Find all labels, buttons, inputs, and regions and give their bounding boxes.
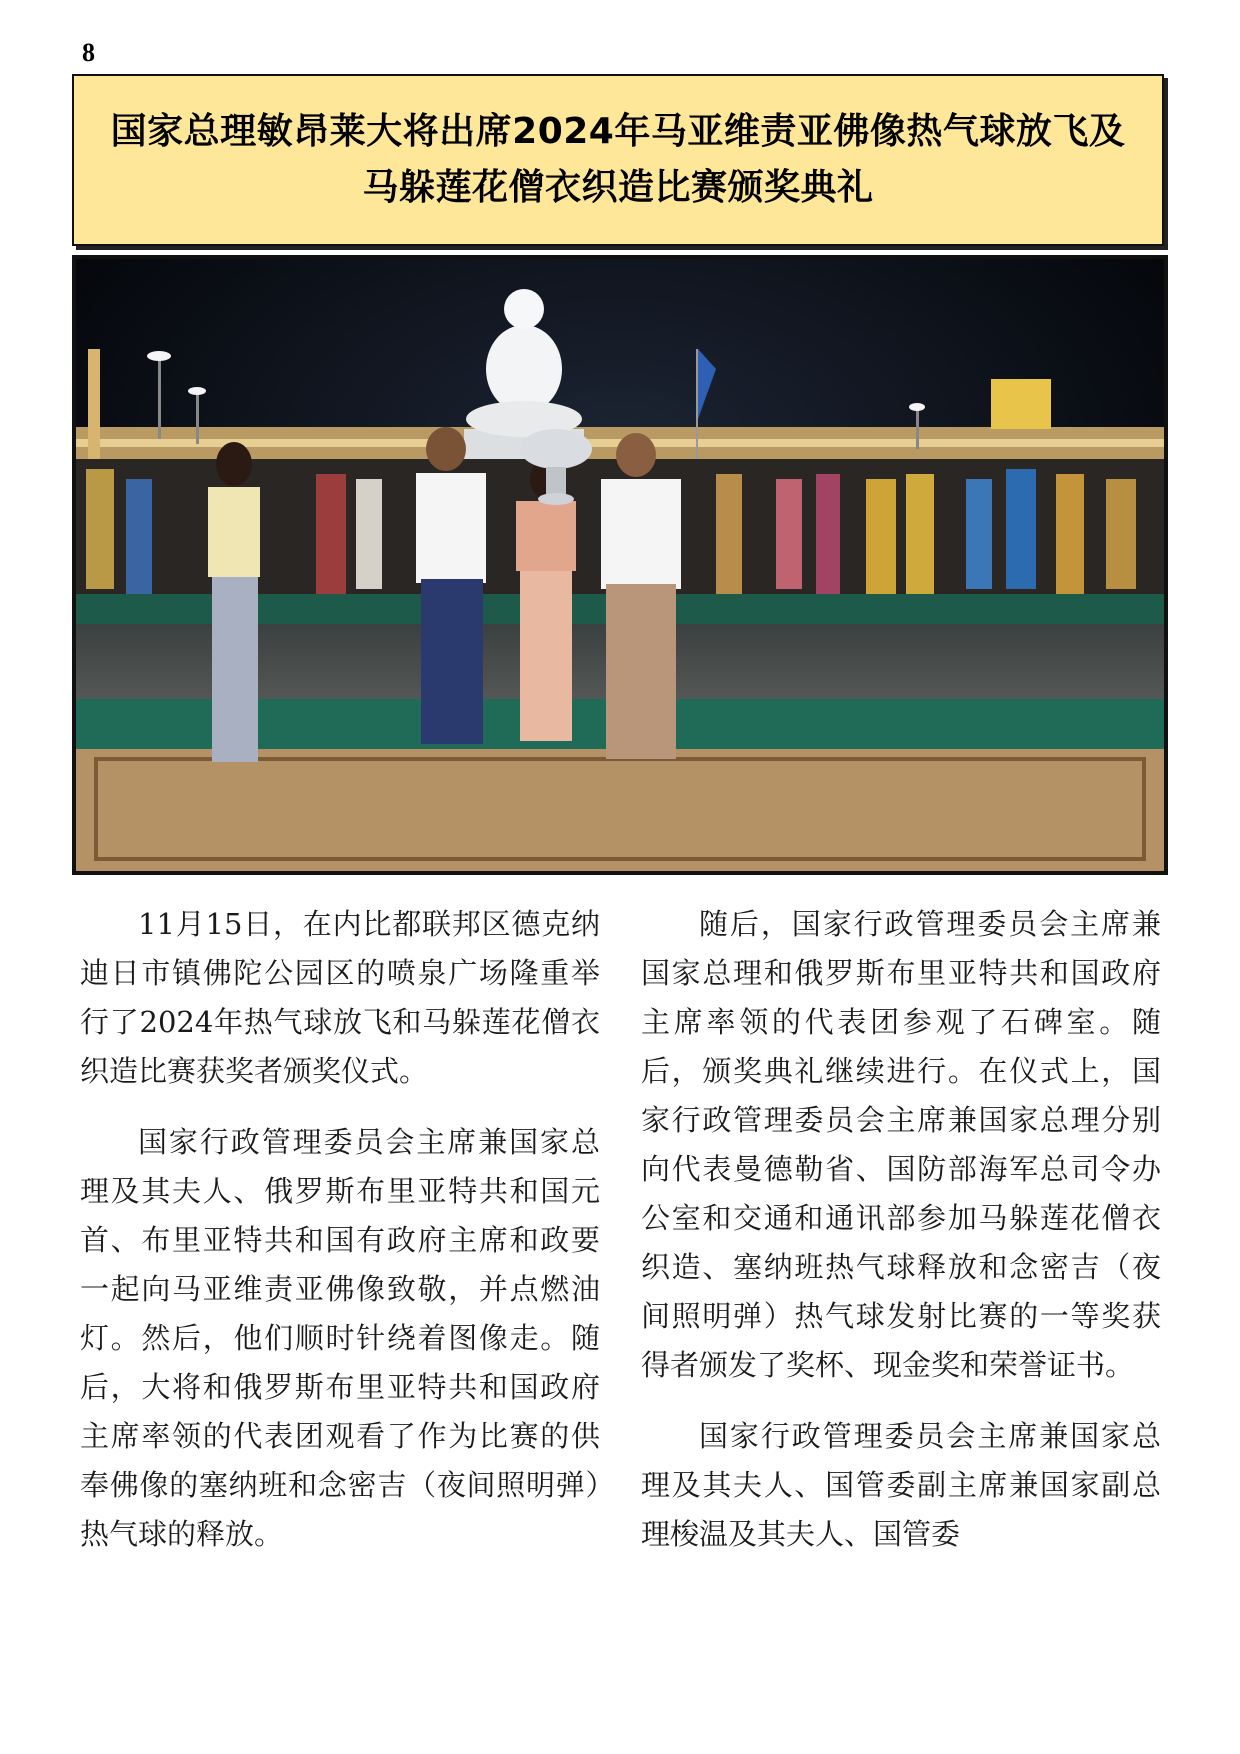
article-paragraph: 11月15日，在内比都联邦区德克纳迪日市镇佛陀公园区的喷泉广场隆重举行了2024年热气球放飞和马躲莲花僧衣织造比赛获奖者颁奖仪式。: [80, 907, 600, 1088]
article-paragraph: 国家行政管理委员会主席兼国家总理及其夫人、俄罗斯布里亚特共和国元首、布里亚特共和国有政府主席和政要一起向马亚维责亚佛像致敬，并点燃油灯。然后，他们顺时针绕着图像走。随后，大将和俄罗斯布里亚特共和国政府主席率领的代表团观看了作为比赛的供奉佛像的塞纳班和念密吉（夜间照明弹）热气球的释放。: [80, 1125, 600, 1551]
article-paragraph: 国家行政管理委员会主席兼国家总理及其夫人、国管委副主席兼国家副总理梭温及其夫人、国管委: [641, 1419, 1161, 1551]
ceremony-photo-illustration: [76, 259, 1164, 871]
headline: 国家总理敏昂莱大将出席2024年马亚维责亚佛像热气球放飞及马躲莲花僧衣织造比赛颁奖典礼: [110, 111, 1126, 208]
article-left-column: [80, 900, 600, 1581]
news-photo: [72, 255, 1168, 875]
page-number: 8: [82, 38, 95, 67]
article-paragraph: 随后，国家行政管理委员会主席兼国家总理和俄罗斯布里亚特共和国政府主席率领的代表团参观了石碑室。随后，颁奖典礼继续进行。在仪式上，国家行政管理委员会主席兼国家总理分别向代表曼德勒省、国防部海军总司令办公室和交通和通讯部参加马躲莲花僧衣织造、塞纳班热气球释放和念密吉（夜间照明弹）热气球发射比赛的一等奖获得者颁发了奖杯、现金奖和荣誉证书。: [641, 907, 1161, 1382]
article-right-column: [641, 900, 1161, 1581]
headline-box: [72, 74, 1164, 246]
